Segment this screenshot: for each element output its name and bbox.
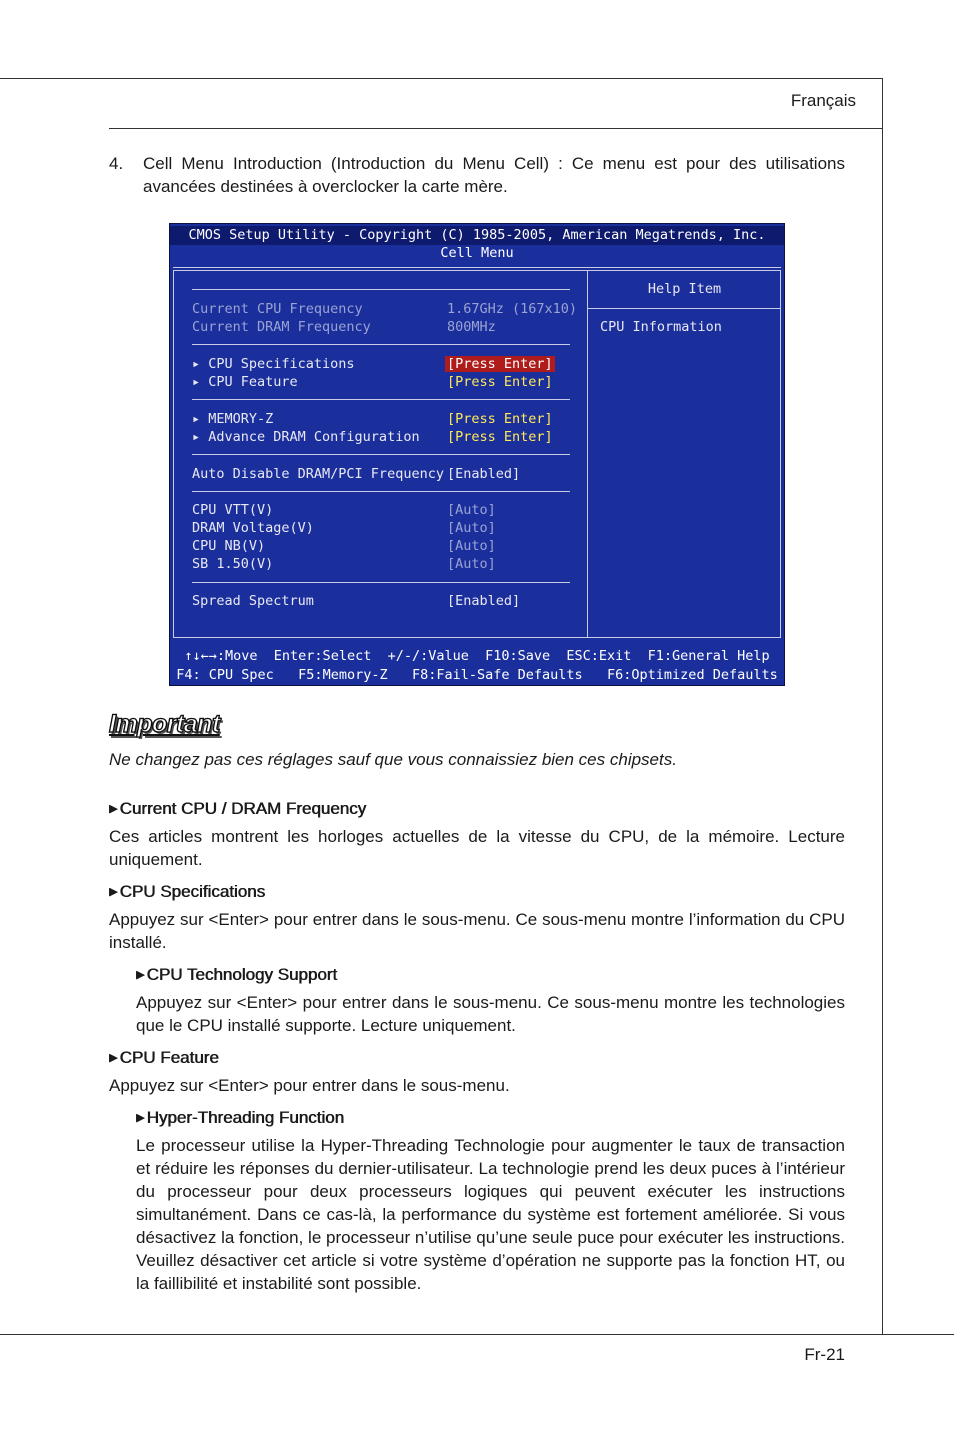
right-rule: [882, 78, 883, 1335]
top-rule: [0, 78, 883, 79]
help-item-text: CPU Information: [600, 319, 722, 335]
section-cpu-specifications: [109, 880, 845, 954]
bios-item-value: 800MHz: [447, 319, 496, 335]
bios-value-spread-spectrum[interactable]: [Enabled]: [447, 593, 521, 609]
bios-footer-line1: ↑↓←→:Move Enter:Select +/-/:Value F10:Save ESC:Exit F1:General Help: [184, 648, 770, 664]
bios-value-advance-dram[interactable]: [Press Enter]: [447, 429, 553, 445]
arrow-right-icon: ▶: [109, 1052, 118, 1064]
bios-item-label: Current DRAM Frequency: [192, 319, 371, 335]
important-heading: Important: [109, 710, 220, 738]
page-number: Fr-21: [804, 1345, 845, 1364]
bottom-rule: [0, 1334, 954, 1335]
bios-item-auto-disable[interactable]: Auto Disable DRAM/PCI Frequency: [192, 466, 444, 482]
bios-item-spread-spectrum[interactable]: Spread Spectrum: [192, 593, 314, 609]
bios-item-cpu-specifications[interactable]: ▸ CPU Specifications: [192, 356, 355, 372]
section-current-frequency: [109, 797, 845, 871]
section-heading: ▶ CPU Technology Support: [136, 963, 845, 987]
bios-value-cpu-specifications[interactable]: [447, 355, 555, 373]
arrow-right-icon: ▶: [136, 1112, 145, 1124]
intro-text: Cell Menu Introduction (Introduction du Menu Cell) : Ce menu est pour des utilisations avancées destinées à overclocker la carte mère.: [143, 154, 845, 196]
bios-separator: [192, 491, 570, 492]
section-heading: ▶ CPU Specifications: [109, 880, 845, 904]
bios-value-memory-z[interactable]: [Press Enter]: [447, 411, 553, 427]
bios-separator: [192, 289, 570, 290]
bios-separator: [192, 454, 570, 455]
bios-item-sb[interactable]: SB 1.50(V): [192, 556, 274, 572]
bios-item-advance-dram[interactable]: ▸ Advance DRAM Configuration: [192, 429, 420, 445]
arrow-right-icon: ▶: [109, 803, 118, 815]
section-body: Appuyez sur <Enter> pour entrer dans le sous-menu. Ce sous-menu montre l’information du CPU installé.: [109, 910, 845, 952]
arrow-right-icon: ▶: [136, 969, 145, 981]
bios-item-memory-z[interactable]: ▸ MEMORY-Z: [192, 411, 274, 427]
bios-footer-line2: F4: CPU Spec F5:Memory-Z F8:Fail-Safe Defaults F6:Optimized Defaults: [176, 667, 778, 683]
bios-item-cpu-vtt[interactable]: CPU VTT(V): [192, 502, 274, 518]
section-body: Ces articles montrent les horloges actuelles de la vitesse du CPU, de la mémoire. Lecture uniquement.: [109, 827, 845, 869]
section-heading: ▶ CPU Feature: [109, 1046, 845, 1070]
bios-screen: [169, 223, 785, 686]
bios-separator: [192, 399, 570, 400]
bios-frame-line: [173, 267, 781, 268]
bios-item-cpu-feature[interactable]: ▸ CPU Feature: [192, 374, 298, 390]
bios-item-cpu-nb[interactable]: CPU NB(V): [192, 538, 266, 554]
bios-separator: [192, 344, 570, 345]
bios-title: CMOS Setup Utility - Copyright (C) 1985-2005, American Megatrends, Inc.: [170, 226, 784, 245]
section-cpu-feature: [109, 1046, 845, 1097]
bios-value-dram-voltage[interactable]: [Auto]: [447, 520, 496, 536]
bios-item-dram-voltage[interactable]: DRAM Voltage(V): [192, 520, 314, 536]
header-rule: [109, 128, 883, 129]
language-label: Français: [790, 91, 856, 110]
bios-value-cpu-nb[interactable]: [Auto]: [447, 538, 496, 554]
intro-number: 4.: [109, 154, 124, 173]
bios-value-auto-disable[interactable]: [Enabled]: [447, 466, 521, 482]
section-hyper-threading: [136, 1106, 845, 1295]
section-body: Appuyez sur <Enter> pour entrer dans le sous-menu.: [109, 1076, 510, 1095]
arrow-right-icon: ▶: [109, 886, 118, 898]
bios-value-cpu-vtt[interactable]: [Auto]: [447, 502, 496, 518]
bios-separator: [192, 582, 570, 583]
selected-value[interactable]: [Press Enter]: [447, 356, 553, 372]
help-item-title: Help Item: [647, 281, 722, 297]
bios-item-label: Current CPU Frequency: [192, 301, 363, 317]
bios-value-cpu-feature[interactable]: [Press Enter]: [447, 374, 553, 390]
bios-value-sb[interactable]: [Auto]: [447, 556, 496, 572]
section-heading: ▶ Hyper-Threading Function: [136, 1106, 845, 1130]
help-separator: [588, 308, 781, 309]
important-note: Ne changez pas ces réglages sauf que vous connaissiez bien ces chipsets.: [109, 750, 677, 769]
intro-paragraph: [109, 152, 845, 198]
bios-subtitle: Cell Menu: [440, 245, 514, 261]
bios-divider: [587, 270, 588, 638]
section-cpu-technology-support: [136, 963, 845, 1037]
bios-item-value: 1.67GHz (167x10): [447, 301, 578, 317]
section-heading: ▶ Current CPU / DRAM Frequency: [109, 797, 845, 821]
section-body: Appuyez sur <Enter> pour entrer dans le sous-menu. Ce sous-menu montre les technologies que le CPU installé supporte. Lecture uniquement.: [136, 993, 845, 1035]
section-body: Le processeur utilise la Hyper-Threading Technologie pour augmenter le taux de transaction et réduire les réponses du dernier-utilisateur. La technologie prend les deux puces à l’intérieur du processeur pour deux processeurs logiques qui peuvent exécuter les instructions simultanément. Dans ce cas-là, la performance du système est fortement améliorée. Si vous désactivez la fonction, le processeur n’utilise qu’une seule puce pour exécuter les instructions. Veuillez désactiver cet article si votre système d’opération ne supporte pas la fonction HT, ou la faillibilité et instabilité sont possible.: [136, 1136, 845, 1293]
